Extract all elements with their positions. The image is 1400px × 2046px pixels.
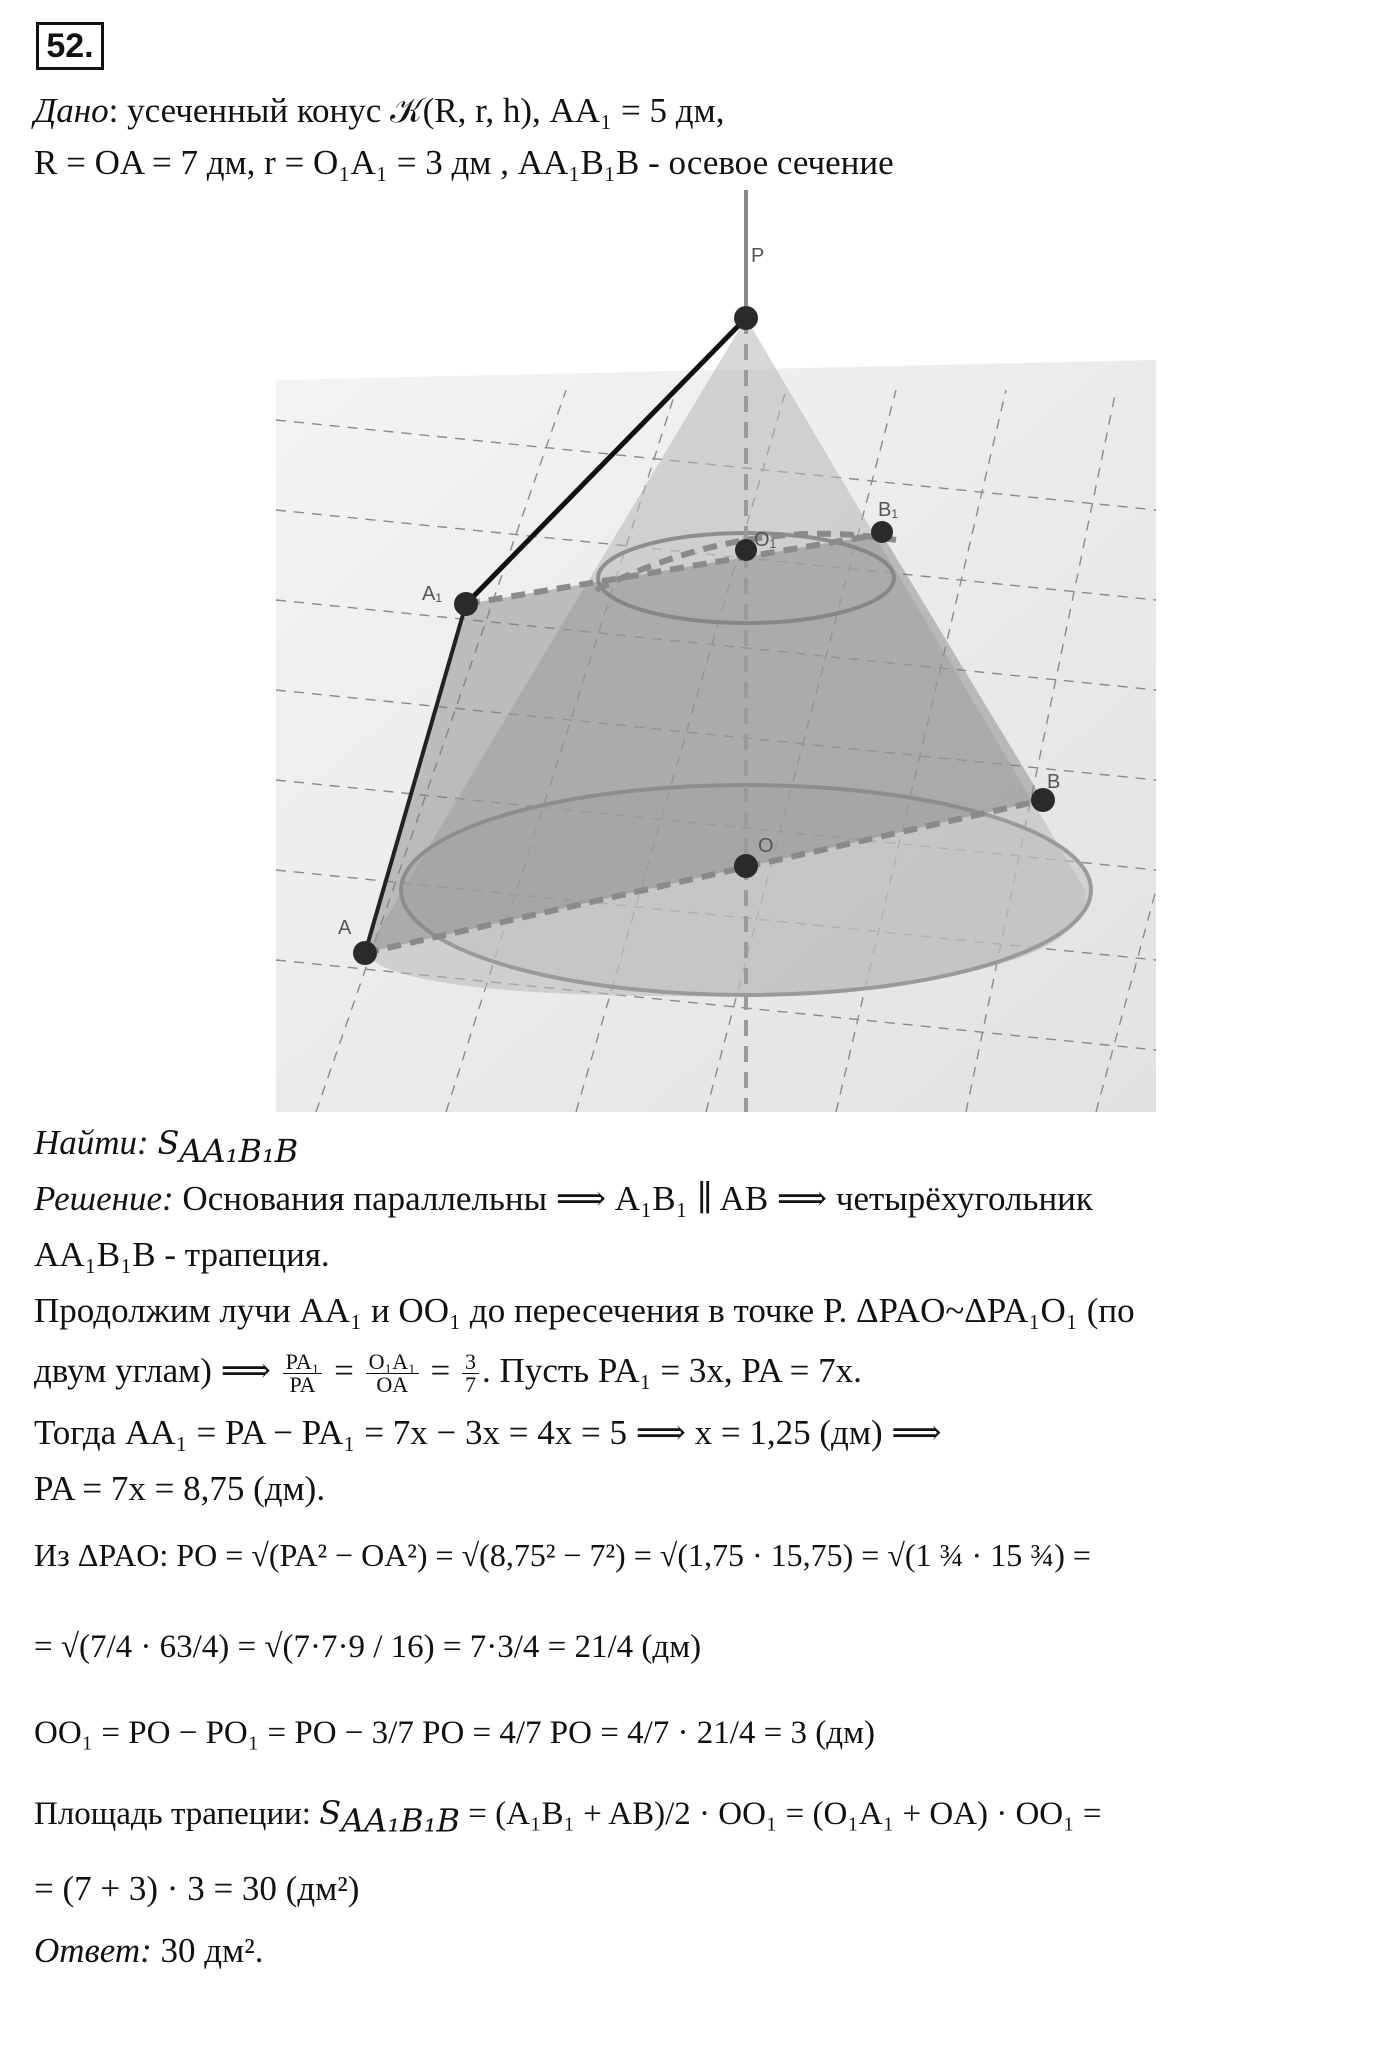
solution-line-10: Площадь трапеции: $S_{AA_1B_1B} = (A_1B_1 + AB)/2 \cdot OO_1 = (O_1A_1 + OA) \cdot OO_1$ =	[34, 1794, 1102, 1840]
point-O	[734, 854, 758, 878]
solution-line-11: = (7 + 3) · 3 = 30 (дм²)	[34, 1869, 360, 1908]
given-line-2: R = OA = 7 дм, r = O₁A₁ = 3 дм , AA₁B₁B - осевое сечение	[34, 143, 894, 182]
label-P: P	[751, 245, 765, 267]
solution-l4-a: двум углам) ⟹	[34, 1351, 271, 1390]
label-B1: B₁	[878, 499, 899, 521]
solution-line-6: PA = 7x = 8,75 (дм).	[34, 1469, 326, 1508]
solution-line-8: = √(7/4 · 63/4) = √(7·7·9 / 16) = 7·3/4 = 21/4 (дм)	[34, 1629, 702, 1665]
find-sub: AA₁B₁B	[179, 1132, 299, 1170]
point-B1	[871, 521, 893, 543]
solution-line-7: Из ΔPAO: PO = √(PA² − OA²) = √(8,75² − 7²) = √(1,75 · 15,75) = √(1 ¾ · 15 ¾) =	[34, 1537, 1091, 1573]
solution-line-5: Тогда AA₁ = PA − PA₁ = 7x − 3x = 4x = 5 ⟹ x = 1,25 (дм) ⟹	[34, 1413, 942, 1452]
answer-value: 30 дм².	[151, 1931, 264, 1970]
find-line	[34, 1120, 298, 1174]
solution-line-3: Продолжим лучи AA₁ и OO₁ до пересечения в точке P. ΔPAO~ΔPA₁O₁ (по	[34, 1291, 1135, 1330]
answer-line	[34, 1928, 263, 1974]
find-value: S	[157, 1124, 180, 1162]
solution-label: Решение:	[34, 1179, 174, 1218]
find-label: Найти:	[34, 1123, 149, 1162]
solution-line-1	[34, 1176, 1093, 1222]
label-A1: A₁	[422, 583, 443, 605]
cone-figure	[276, 190, 1156, 1112]
label-A: A	[338, 917, 352, 939]
given-line-1	[34, 88, 724, 134]
given-label: Дано	[34, 91, 109, 130]
solution-l4-b: . Пусть PA₁ = 3x, PA = 7x.	[482, 1351, 862, 1390]
solution-line-2: AA₁B₁B - трапеция.	[34, 1235, 330, 1274]
fraction-3-7: $\frac{3}{7}$	[462, 1351, 479, 1396]
label-O1: O₁	[754, 529, 777, 551]
solution-line-4: двум углам) ⟹ $\frac{\text{PA₁}}{PA}$ = $\frac{\text{O₁A₁}}{OA}$ = $\frac{3}{7}$ . Пусть PA₁ = 3x, PA = 7x.	[34, 1349, 862, 1398]
solution-text-1: Основания параллельны ⟹ A₁B₁ ∥ AB ⟹ четырёхугольник	[182, 1179, 1093, 1218]
problem-number: 52.	[36, 22, 104, 70]
fraction-o1a1-oa: $\frac{\text{O₁A₁}}{OA}$	[366, 1351, 419, 1396]
answer-label: Ответ:	[34, 1931, 152, 1970]
point-A	[353, 941, 377, 965]
point-P	[734, 306, 758, 330]
label-O: O	[758, 835, 774, 857]
label-B: B	[1047, 771, 1061, 793]
fraction-pa1-pa: $\frac{\text{PA₁}}{PA}$	[283, 1351, 323, 1396]
point-A1	[454, 592, 478, 616]
solution-line-9: OO₁ = PO − PO₁ = PO − 3/7 PO = 4/7 PO = 4/7 · 21/4 = 3 (дм)	[34, 1715, 875, 1751]
given-text-1: : усеченный конус 𝒦(R, r, h), AA₁ = 5 дм,	[108, 91, 725, 130]
